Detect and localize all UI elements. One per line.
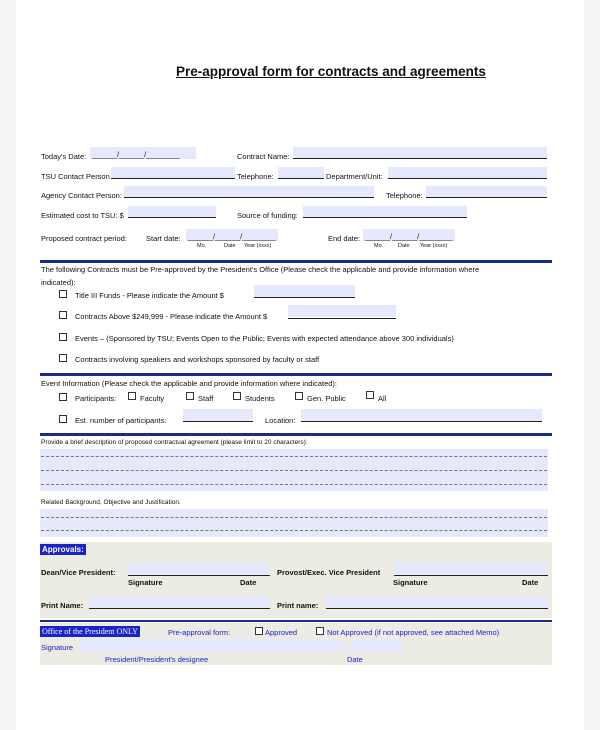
telephone1-label: Telephone: [237,172,274,181]
tsu-contact-line [111,178,235,179]
contracts-above-checkbox[interactable] [59,311,67,319]
provost-signature-label: Signature [393,578,428,587]
telephone2-line [426,197,547,198]
dean-label: Dean/Vice President: [41,568,116,577]
approvals-heading: Approvals: [42,545,84,554]
description-line-1 [41,456,547,457]
preapproval-intro: The following Contracts must be Pre-approved by the President's Office (Please check the applicable and provide information where [41,265,480,274]
faculty-checkbox[interactable] [128,392,136,400]
separator-4 [40,620,552,622]
title-iii-amount-field[interactable] [254,285,355,297]
speakers-label: Contracts involving speakers and workshops sponsored by faculty or staff [75,355,320,364]
participants-checkbox[interactable] [59,393,67,401]
contracts-above-amount-field[interactable] [288,305,396,317]
start-mo-label: Mo. [197,243,207,249]
proposed-period-label: Proposed contract period: [41,234,127,243]
end-date-slashes: ______/______/________ [365,232,453,241]
contract-name-label: Contract Name: [237,152,290,161]
end-date-sub-label: Date [398,243,410,249]
telephone1-line [278,178,324,179]
start-date-label: Start date: [146,234,181,243]
end-year-label: Year (xxxx) [420,243,448,249]
provost-date-label: Date [522,578,539,587]
print-name-1-line [89,608,270,609]
location-label: Location: [265,416,296,425]
description-line-3 [41,484,547,485]
speakers-checkbox[interactable] [59,354,67,362]
description-prompt: Provide a brief description of proposed contractual agreement (please limit to 20 characters): [41,439,308,446]
print-name-1-label: Print Name: [41,601,84,610]
telephone2-label: Telephone: [386,191,423,200]
office-heading: Office of the President ONLY [42,627,138,636]
dean-signature-line [128,575,270,576]
staff-label: Staff [198,394,214,403]
start-year-label: Year (xxxx) [244,243,272,249]
office-signature-field[interactable] [80,639,345,651]
separator-2 [40,373,552,376]
related-line-2 [41,530,547,531]
approved-label: Approved [265,628,298,637]
title-iii-label: Title III Funds - Please indicate the Amount $ [75,291,224,300]
approved-checkbox[interactable] [255,627,263,635]
est-cost-line [128,217,216,218]
designee-label: President/President's designee [105,655,209,664]
est-cost-label: Estimated cost to TSU: $ [41,211,124,220]
print-name-2-line [326,608,548,609]
est-number-field[interactable] [183,409,253,421]
provost-signature-field[interactable] [394,563,548,575]
office-date-label: Date [347,655,363,664]
todays-date-label: Today's Date: [41,152,87,161]
tsu-contact-label: TSU Contact Person [41,172,110,181]
print-name-2-field[interactable] [326,596,548,608]
location-line [301,421,542,422]
participants-label: Participants: [75,394,117,403]
not-approved-checkbox[interactable] [316,627,324,635]
related-line-1 [41,517,547,518]
students-label: Students [245,394,275,403]
events-label: Events – (Sponsored by TSU; Events Open to the Public; Events with expected attendance above 300 individuals) [75,334,454,343]
title-iii-amount-line [254,297,355,298]
not-approved-label: Not Approved (if not approved, see attached Memo) [327,628,500,637]
end-date-label: End date: [328,234,361,243]
office-date-field[interactable] [351,639,403,651]
contracts-above-amount-line [288,318,396,319]
related-field[interactable] [40,509,548,537]
est-number-checkbox[interactable] [59,415,67,423]
dean-signature-label: Signature [128,578,163,587]
start-date-slashes: ______/______/________ [188,232,276,241]
start-date-sub-label: Date [224,243,236,249]
separator-3 [40,433,552,436]
contracts-above-label: Contracts Above $249,999 - Please indicate the Amount $ [75,312,268,321]
related-prompt: Related Background, Objective and Justification. [41,499,181,506]
event-heading: Event Information (Please check the applicable and provide information where indicated): [41,379,338,388]
form-page [16,0,584,730]
page-title: Pre-approval form for contracts and agreements [176,64,486,79]
dean-signature-field[interactable] [128,563,270,575]
all-checkbox[interactable] [366,391,374,399]
description-line-2 [41,470,547,471]
office-signature-label: Signature [41,643,74,652]
faculty-label: Faculty [140,394,165,403]
title-iii-checkbox[interactable] [59,290,67,298]
gen-public-checkbox[interactable] [295,392,303,400]
agency-contact-label: Agency Contact Person: [41,191,122,200]
print-name-2-label: Print name: [277,601,319,610]
print-name-1-field[interactable] [89,596,270,608]
date-slashes: ______/______/________ [92,150,180,159]
source-funding-line [303,217,467,218]
agency-contact-line [124,197,374,198]
events-checkbox[interactable] [59,333,67,341]
students-checkbox[interactable] [233,392,241,400]
est-number-line [183,421,253,422]
preapproval-intro-2: indicated): [41,278,76,287]
gen-public-label: Gen. Public [307,394,346,403]
end-mo-label: Mo. [374,243,384,249]
staff-checkbox[interactable] [186,392,194,400]
dean-date-label: Date [240,578,257,587]
dept-unit-line [388,178,547,179]
source-funding-label: Source of funding: [237,211,298,220]
provost-label: Provost/Exec. Vice President [277,568,381,577]
est-number-label: Est. number of participants: [75,416,167,425]
dept-unit-label: Department/Unit: [326,172,383,181]
separator-1 [40,260,552,263]
preapproval-form-label: Pre-approval form: [168,628,231,637]
provost-signature-line [394,575,548,576]
all-label: All [378,394,387,403]
location-field[interactable] [301,409,542,421]
contract-name-line [293,158,547,159]
